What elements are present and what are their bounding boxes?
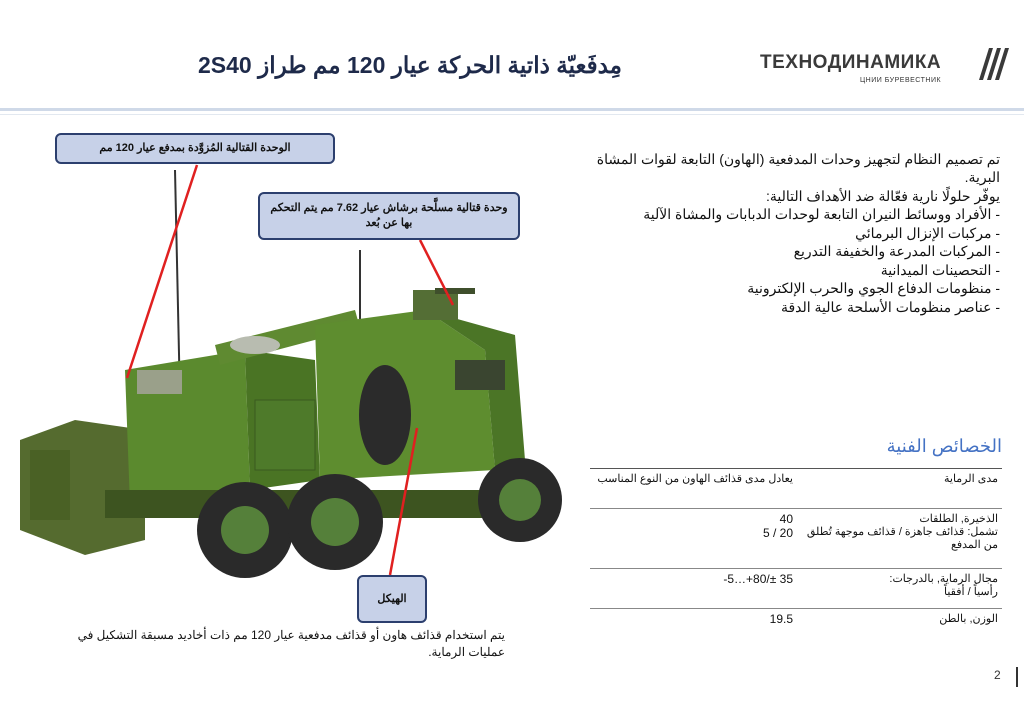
- spec-row-ammunition: [590, 509, 1002, 569]
- logo-name: ТЕХНОДИНАМИКА: [760, 52, 942, 73]
- specs-heading: الخصائص الفنية: [886, 436, 1002, 456]
- specs-table: [590, 468, 1002, 639]
- targets-lead: يوفّر حلولًا نارية فعّالة ضد الأهداف التالية:: [766, 187, 1000, 204]
- target-item: - التحصينات الميدانية: [880, 261, 1000, 278]
- header-divider: [0, 108, 1024, 111]
- target-item: - مركبات الإنزال البرمائي: [855, 224, 1000, 241]
- system-description: [590, 150, 1000, 316]
- spec-key: مجال الرماية, بالدرجات: رأسياً / أفقياً: [889, 573, 998, 598]
- spec-value: -5…+80/± 35: [723, 572, 793, 586]
- page-number: 2: [994, 668, 1001, 682]
- target-item: - الأفراد ووسائط النيران التابعة لوحدات الدبابات والمشاة الآلية: [643, 206, 1000, 223]
- company-logo: [760, 42, 1010, 92]
- spec-row-range: [590, 469, 1002, 509]
- spec-value: يعادل مدى قذائف الهاون من النوع المناسب: [597, 473, 793, 485]
- callout-machine-gun-unit: وحدة قتالية مسلَّحة برشاش عيار 7.62 مم يتم التحكم بها عن بُعد: [258, 192, 520, 240]
- page-number-bar: [1016, 667, 1018, 687]
- header-divider-thin: [0, 114, 1024, 115]
- spec-value: 19.5: [769, 612, 793, 626]
- technodinamika-logo-icon: [975, 44, 1010, 84]
- ammunition-caption: يتم استخدام قذائف هاون أو قذائف مدفعية عيار 120 مم ذات أخاديد مسبقة التشكيل في عمليات الرماية.: [77, 628, 505, 660]
- logo-subtitle: ЦНИИ БУРЕВЕСТНИК: [860, 77, 942, 84]
- callout-chassis: الهيكل: [357, 575, 427, 623]
- target-item: - عناصر منظومات الأسلحة عالية الدقة: [780, 298, 1000, 315]
- target-item: - المركبات المدرعة والخفيفة التدريع: [793, 243, 1000, 260]
- spec-key: الذخيرة, الطلقات تشمل: قذائف جاهزة / قذائف موجهة تُطلق من المدفع: [806, 513, 998, 551]
- spec-row-weight: [590, 609, 1002, 639]
- description-intro: تم تصميم النظام لتجهيز وحدات المدفعية (الهاون) التابعة لقوات المشاة البرية.: [596, 151, 1000, 186]
- spec-value: 40 20 / 5: [762, 512, 793, 540]
- page-title: مِدفَعيّة ذاتية الحركة عيار 120 مم طراز 2S40: [197, 52, 622, 78]
- target-item: - منظومات الدفاع الجوي والحرب الإلكترونية: [747, 280, 1000, 297]
- callout-combat-unit: الوحدة القتالية المُزوَّدة بمدفع عيار 120 مم: [55, 133, 335, 164]
- spec-row-firing-sector: [590, 569, 1002, 609]
- spec-key: الوزن, بالطن: [939, 613, 998, 625]
- spec-key: مدى الرماية: [943, 473, 998, 485]
